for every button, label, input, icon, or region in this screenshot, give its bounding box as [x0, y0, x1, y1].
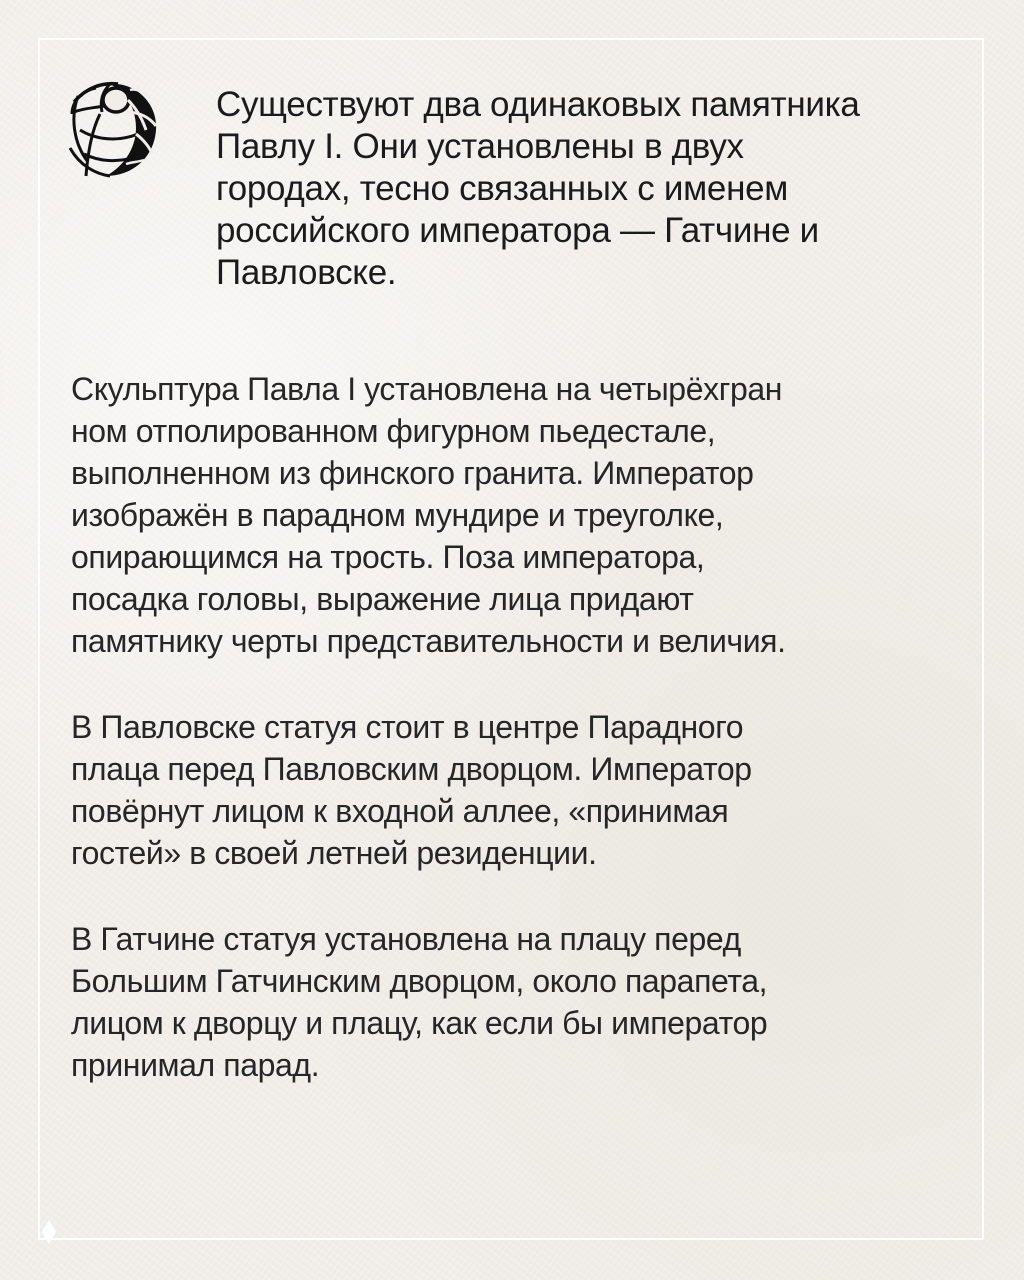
paragraph-line: В Павловске статуя стоит в центре Парадного: [71, 709, 744, 745]
paragraph-line: Большим Гатчинским дворцом, около парапета,: [71, 963, 768, 999]
paragraph-line: изображён в парадном мундире и треуголке,: [71, 497, 724, 533]
paragraph-line: Скульптура Павла I установлена на четырёхгран: [71, 371, 783, 407]
paragraph-line: лицом к дворцу и плацу, как если бы император: [71, 1005, 768, 1041]
diamond-icon: [41, 1219, 57, 1245]
paragraph-line: памятнику черты представительности и величия.: [71, 623, 786, 659]
paragraph-sculpture: [71, 368, 971, 662]
paragraph-pavlovsk: [71, 706, 971, 874]
paragraph-line: принимал парад.: [71, 1047, 320, 1083]
body-text: [71, 368, 971, 1130]
paragraph-line: выполненном из финского гранита. Император: [71, 455, 754, 491]
paragraph-line: плаца перед Павловским дворцом. Император: [71, 751, 752, 787]
paragraph-line: повёрнут лицом к входной аллее, «принимая: [71, 793, 729, 829]
paragraph-line: ном отполированном фигурном пьедестале,: [71, 413, 716, 449]
paragraph-gatchina: [71, 918, 971, 1086]
intro-heading: [216, 84, 976, 294]
intro-line: городах, тесно связанных с именем: [216, 169, 789, 208]
intro-line: российского императора — Гатчине и: [216, 211, 819, 250]
paragraph-line: В Гатчине статуя установлена на плацу перед: [71, 921, 741, 957]
globe-icon: [66, 78, 158, 180]
paragraph-line: опирающимся на трость. Поза императора,: [71, 539, 705, 575]
paragraph-line: гостей» в своей летней резиденции.: [71, 835, 597, 871]
intro-line: Павлу I. Они установлены в двух: [216, 127, 744, 166]
paragraph-line: посадка головы, выражение лица придают: [71, 581, 694, 617]
intro-line: Павловске.: [216, 253, 397, 292]
intro-line: Существуют два одинаковых памятника: [216, 85, 860, 124]
